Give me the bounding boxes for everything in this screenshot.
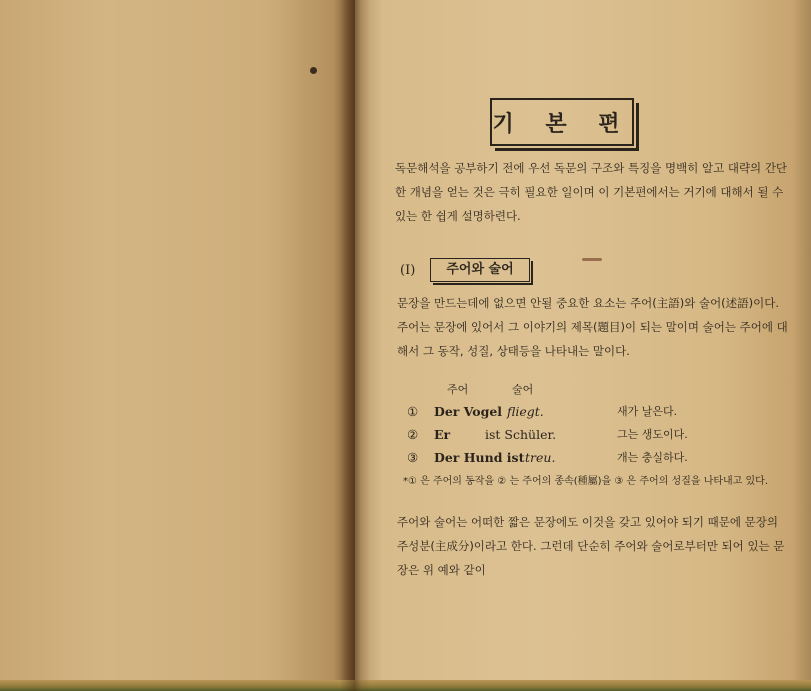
right-page-content bbox=[355, 0, 811, 691]
example-row bbox=[407, 401, 737, 423]
example-number: ② bbox=[407, 427, 419, 442]
body-paragraph-continued: 주어와 술어는 어떠한 짧은 문장에도 이것을 갖고 있어야 되기 때문에 문장의 주성분(主成分)이라고 한다. 그런데 단순히 주어와 술어로부터만 되어 있는 문장은 위 예와 같이 bbox=[397, 515, 785, 577]
example-number: ③ bbox=[407, 450, 419, 465]
ink-dot bbox=[310, 67, 317, 74]
section-heading: 주어와 술어 bbox=[430, 258, 530, 282]
example-row bbox=[407, 447, 737, 469]
example-german-predicate: fliegt. bbox=[507, 404, 544, 419]
ink-smudge bbox=[582, 258, 602, 261]
left-page bbox=[0, 0, 355, 691]
title-box bbox=[490, 98, 634, 146]
predicate-label: 술어 bbox=[512, 383, 534, 396]
example-german-subject: Der Hund ist bbox=[434, 450, 525, 465]
footnote: *① 은 주어의 동작을 ② 는 주어의 종속(種屬)을 ③ 은 주어의 성질을 나타내고 있다. bbox=[403, 476, 769, 487]
page-title: 기 본 편 bbox=[492, 111, 632, 137]
example-german-subject: Er bbox=[434, 427, 451, 442]
example-german-predicate: ist Schüler. bbox=[485, 427, 557, 442]
subject-label: 주어 bbox=[447, 383, 469, 396]
example-korean: 개는 충실하다. bbox=[617, 451, 688, 464]
example-german-subject: Der Vogel bbox=[434, 404, 503, 419]
example-row bbox=[407, 424, 737, 446]
example-korean: 새가 날은다. bbox=[617, 405, 678, 418]
section-number: (I) bbox=[400, 263, 416, 278]
example-number: ① bbox=[407, 404, 419, 419]
intro-paragraph: 독문해석을 공부하기 전에 우선 독문의 구조와 특징을 명백히 알고 대략의 간단한 개념을 얻는 것은 극히 필요한 일이며 이 기본편에서는 거기에 대해서 될 수 있는 한 쉽게 설명하련다. bbox=[395, 161, 788, 223]
example-korean: 그는 생도이다. bbox=[617, 428, 688, 441]
example-german-predicate: treu. bbox=[525, 450, 556, 465]
body-paragraph: 문장을 만드는데에 없으면 안될 중요한 요소는 주어(主語)와 술어(述語)이다. 주어는 문장에 있어서 그 이야기의 제목(題目)이 되는 말이며 술어는 주어에 대해서 그 동작, 성질, 상태등을 나타내는 말이다. bbox=[397, 296, 788, 358]
